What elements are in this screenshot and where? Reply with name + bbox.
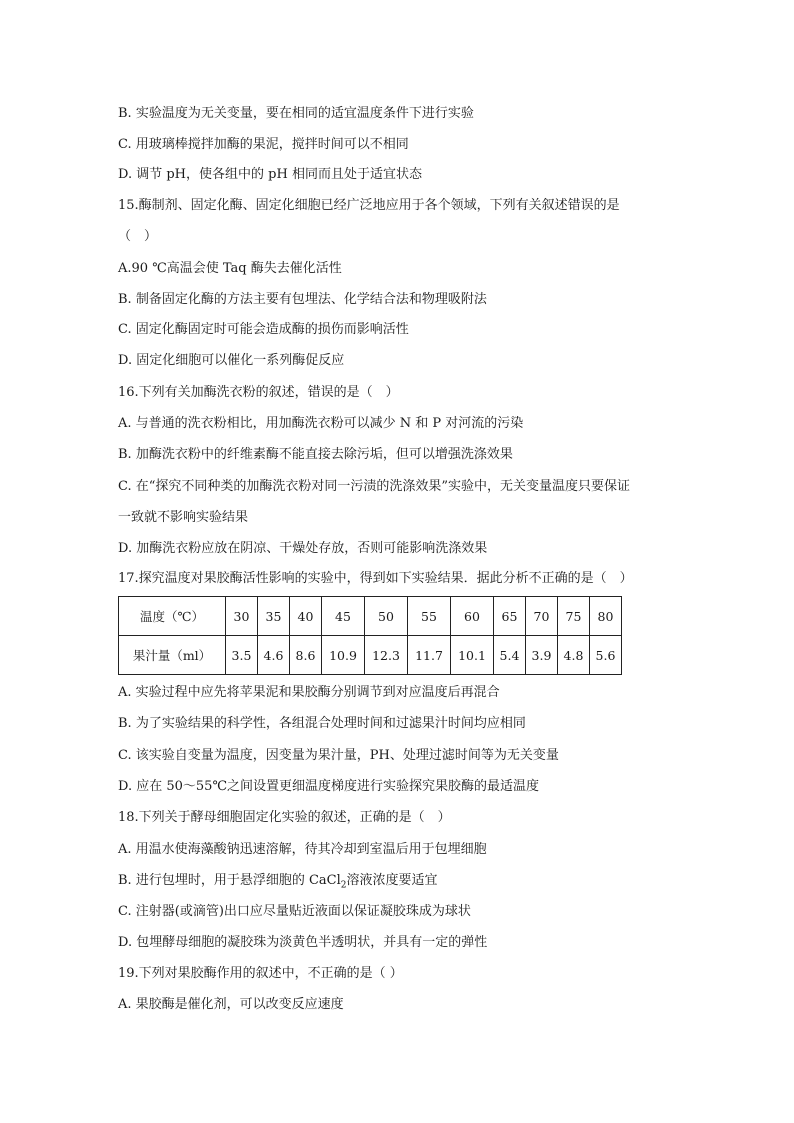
table-cell: 5.4 [494,636,526,675]
table-cell: 40 [290,597,322,636]
table-cell: 30 [226,597,258,636]
q14-option-d: D. 调节 pH，使各组中的 pH 相同而且处于适宜状态 [118,167,422,182]
q17-option-a: A. 实验过程中应先将苹果泥和果胶酶分别调节到对应温度后再混合 [118,685,500,700]
table-row-juice [119,636,622,675]
q16-option-c: C. 在“探究不同种类的加酶洗衣粉对同一污渍的洗涤效果”实验中，无关变量温度只要保证 [118,479,631,494]
table-row-temperature [119,597,622,636]
q17-stem: 17.探究温度对果胶酶活性影响的实验中，得到如下实验结果．据此分析不正确的是（ ） [118,571,633,586]
table-cell: 35 [258,597,290,636]
q18-option-a: A. 用温水使海藻酸钠迅速溶解，待其冷却到室温后用于包埋细胞 [118,842,487,857]
q18-option-b-text-end: 溶液浓度要适宜 [346,873,438,888]
table-cell: 3.5 [226,636,258,675]
q16-option-a: A. 与普通的洗衣粉相比，用加酶洗衣粉可以减少 N 和 P 对河流的污染 [118,416,524,431]
q15-option-c: C. 固定化酶固定时可能会造成酶的损伤而影响活性 [118,322,409,337]
table-header-temperature: 温度（℃） [119,597,226,636]
q17-results-table [118,596,622,675]
table-cell: 75 [558,597,590,636]
table-cell: 12.3 [365,636,408,675]
q19-option-a: A. 果胶酶是催化剂，可以改变反应速度 [118,997,344,1012]
q16-option-c-cont: 一致就不影响实验结果 [118,510,249,525]
table-cell: 10.1 [451,636,494,675]
table-header-juice: 果汁量（ml） [119,636,226,675]
q19-stem: 19.下列对果胶酶作用的叙述中，不正确的是（ ） [118,966,403,981]
q17-option-b: B. 为了实验结果的科学性，各组混合处理时间和过滤果汁时间均应相同 [118,716,526,731]
q15-stem-bracket: （ ） [118,229,158,244]
q18-option-c: C. 注射器(或滴管)出口应尽量贴近液面以保证凝胶珠成为球状 [118,904,471,919]
q18-option-b-text: B. 进行包埋时，用于悬浮细胞的 CaCl [118,873,341,888]
q16-option-b: B. 加酶洗衣粉中的纤维素酶不能直接去除污垢，但可以增强洗涤效果 [118,447,513,462]
table-cell: 8.6 [290,636,322,675]
q15-option-a: A.90 ℃高温会使 Taq 酶失去催化活性 [118,261,342,276]
table-cell: 5.6 [590,636,622,675]
table-cell: 10.9 [322,636,365,675]
q18-option-b [118,872,438,895]
table-cell: 4.6 [258,636,290,675]
table-cell: 65 [494,597,526,636]
q15-option-d: D. 固定化细胞可以催化一系列酶促反应 [118,353,345,368]
q15-option-b: B. 制备固定化酶的方法主要有包埋法、化学结合法和物理吸附法 [118,292,487,307]
q17-option-c: C. 该实验自变量为温度，因变量为果汁量，PH、处理过滤时间等为无关变量 [118,748,559,763]
q16-stem: 16.下列有关加酶洗衣粉的叙述，错误的是（ ） [118,385,399,400]
table-cell: 80 [590,597,622,636]
table-cell: 55 [408,597,451,636]
table-cell: 60 [451,597,494,636]
q18-option-d: D. 包埋酵母细胞的凝胶珠为淡黄色半透明状，并具有一定的弹性 [118,935,488,950]
q15-stem: 15.酶制剂、固定化酶、固定化细胞已经广泛地应用于各个领域，下列有关叙述错误的是 [118,198,620,213]
q17-option-d: D. 应在 50～55℃之间设置更细温度梯度进行实验探究果胶酶的最适温度 [118,779,539,794]
q14-option-b: B. 实验温度为无关变量，要在相同的适宜温度条件下进行实验 [118,106,474,121]
q16-option-d: D. 加酶洗衣粉应放在阴凉、干燥处存放，否则可能影响洗涤效果 [118,541,488,556]
q18-option-b-subscript: 2 [340,880,347,891]
table-cell: 50 [365,597,408,636]
table-cell: 3.9 [526,636,558,675]
table-cell: 11.7 [408,636,451,675]
q18-stem: 18.下列关于酵母细胞固定化实验的叙述，正确的是（ ） [118,810,451,825]
table-cell: 70 [526,597,558,636]
table-cell: 45 [322,597,365,636]
table-cell: 4.8 [558,636,590,675]
q14-option-c: C. 用玻璃棒搅拌加酶的果泥，搅拌时间可以不相同 [118,137,409,152]
